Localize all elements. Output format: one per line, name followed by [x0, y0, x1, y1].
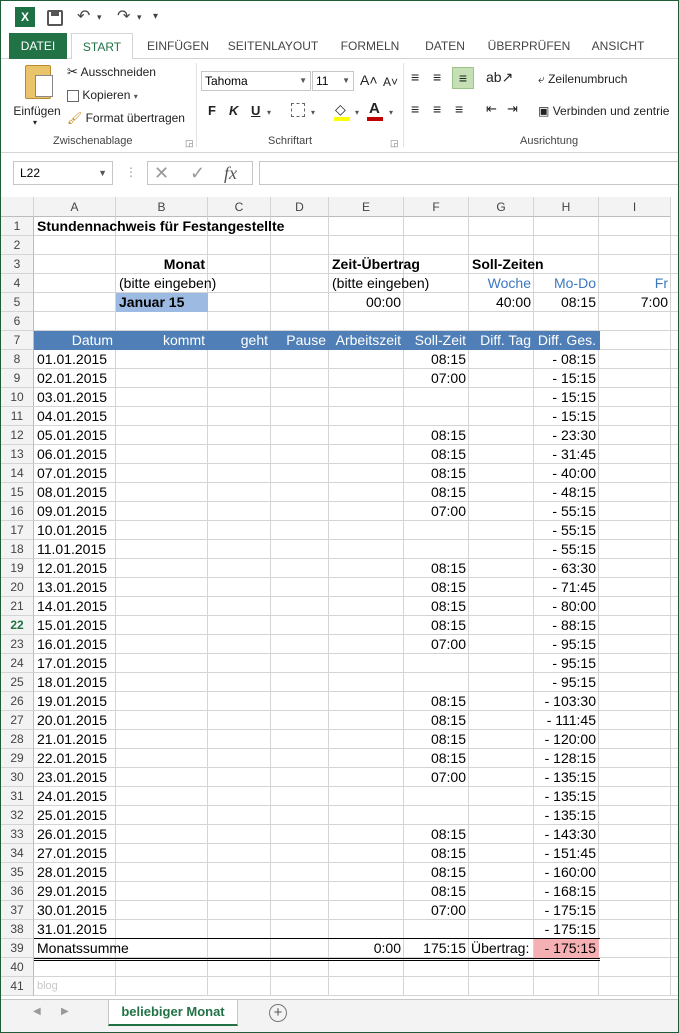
save-icon[interactable]: [47, 10, 63, 26]
date-cell[interactable]: 26.01.2015: [37, 826, 108, 842]
row-header-27[interactable]: 27: [1, 711, 34, 730]
select-all-corner[interactable]: [1, 197, 34, 217]
date-cell[interactable]: 31.01.2015: [37, 921, 108, 937]
uebertrag-value-cell[interactable]: - 175:15: [544, 940, 596, 956]
date-cell[interactable]: 18.01.2015: [37, 674, 108, 690]
date-cell[interactable]: 20.01.2015: [37, 712, 108, 728]
date-cell[interactable]: 09.01.2015: [37, 503, 108, 519]
tab-ueberpruefen[interactable]: ÜBERPRÜFEN: [487, 39, 571, 53]
cut-label: Ausschneiden: [80, 65, 156, 79]
fill-color-dropdown-icon[interactable]: ▾: [355, 108, 360, 117]
soll-zeit-cell[interactable]: [407, 654, 466, 673]
soll-zeit-cell[interactable]: 08:15: [430, 845, 466, 861]
ribbon: [1, 59, 679, 153]
date-cell[interactable]: 30.01.2015: [37, 902, 108, 918]
scissors-icon: ✂: [67, 64, 78, 79]
diff-ges-cell[interactable]: - 88:15: [552, 617, 596, 633]
align-bottom-icon[interactable]: ≡: [452, 67, 474, 89]
diff-ges-cell[interactable]: - 63:30: [552, 560, 596, 576]
row-header-35[interactable]: 35: [1, 863, 34, 882]
font-name-value: Tahoma: [205, 74, 248, 88]
copy-icon: [67, 90, 79, 102]
increase-indent-icon[interactable]: ⇥: [507, 101, 518, 116]
soll-zeit-cell[interactable]: 08:15: [430, 560, 466, 576]
row-header-14[interactable]: 14: [1, 464, 34, 483]
chevron-down-icon: ▼: [299, 76, 307, 85]
zeit-value-cell[interactable]: 00:00: [365, 294, 401, 310]
row-header-28[interactable]: 28: [1, 730, 34, 749]
date-cell[interactable]: 10.01.2015: [37, 522, 108, 538]
row-header-4[interactable]: 4: [1, 274, 34, 293]
tab-formeln[interactable]: FORMELN: [340, 39, 400, 53]
modo-value-cell[interactable]: 08:15: [560, 294, 596, 310]
soll-zeit-cell[interactable]: 08:15: [430, 693, 466, 709]
diff-ges-cell[interactable]: - 95:15: [552, 636, 596, 652]
date-cell[interactable]: 19.01.2015: [37, 693, 108, 709]
diff-ges-cell[interactable]: - 55:15: [552, 522, 596, 538]
paste-sheet-icon: [35, 75, 53, 97]
soll-zeit-cell[interactable]: [407, 787, 466, 806]
soll-zeit-cell[interactable]: [407, 806, 466, 825]
tab-seitenlayout[interactable]: SEITENLAYOUT: [227, 39, 319, 53]
column-title-1[interactable]: kommt: [163, 332, 205, 348]
sheet-tab-bar: [1, 999, 679, 1033]
diff-ges-cell[interactable]: - 48:15: [552, 484, 596, 500]
date-cell[interactable]: 25.01.2015: [37, 807, 108, 823]
ribbon-separator: [403, 63, 404, 147]
formula-input[interactable]: [259, 161, 679, 185]
diff-ges-cell[interactable]: - 15:15: [552, 408, 596, 424]
soll-zeit-cell[interactable]: 08:15: [430, 617, 466, 633]
row-gridline: [34, 995, 679, 996]
paste-dropdown-icon[interactable]: ▾: [33, 118, 38, 127]
paste-label: Einfügen: [13, 104, 61, 118]
group-label-alignment: Ausrichtung: [520, 135, 579, 147]
monat-hint-cell[interactable]: (bitte eingeben): [119, 275, 217, 291]
align-top-icon[interactable]: ≡: [411, 69, 420, 85]
soll-zeit-cell[interactable]: [407, 920, 466, 939]
soll-zeit-cell[interactable]: 08:15: [430, 465, 466, 481]
chevron-down-icon: ▼: [342, 76, 350, 85]
title-cell[interactable]: Stundennachweis für Festangestellte: [37, 218, 285, 234]
grow-font-button[interactable]: A˄: [360, 72, 378, 88]
date-cell[interactable]: 03.01.2015: [37, 389, 108, 405]
borders-dropdown-icon[interactable]: ▾: [311, 108, 316, 117]
date-cell[interactable]: 16.01.2015: [37, 636, 108, 652]
row-header-6[interactable]: 6: [1, 312, 34, 331]
row-header-16[interactable]: 16: [1, 502, 34, 521]
date-cell[interactable]: 12.01.2015: [37, 560, 108, 576]
row-header-40[interactable]: 40: [1, 958, 34, 977]
sheet-next-icon[interactable]: ▶: [61, 1006, 69, 1017]
diff-ges-cell[interactable]: - 175:15: [544, 902, 596, 918]
soll-zeit-cell[interactable]: 07:00: [430, 370, 466, 386]
row-header-11[interactable]: 11: [1, 407, 34, 426]
column-gridline: [670, 217, 671, 996]
date-cell[interactable]: 11.01.2015: [37, 541, 107, 557]
row-header-13[interactable]: 13: [1, 445, 34, 464]
paintbrush-icon: 🖌: [67, 111, 83, 125]
sum-border-bottom: [34, 958, 600, 961]
date-cell[interactable]: 29.01.2015: [37, 883, 108, 899]
formula-bar-grip-icon: ⋮: [125, 165, 137, 179]
italic-button[interactable]: K: [229, 103, 239, 118]
diff-ges-cell[interactable]: - 31:45: [552, 446, 596, 462]
row-header-24[interactable]: 24: [1, 654, 34, 673]
soll-zeit-cell[interactable]: 08:15: [430, 731, 466, 747]
row-header-32[interactable]: 32: [1, 806, 34, 825]
row-header-5[interactable]: 5: [1, 293, 34, 312]
fr-value-cell[interactable]: 7:00: [640, 294, 668, 310]
diff-ges-cell[interactable]: - 15:15: [552, 389, 596, 405]
date-cell[interactable]: 21.01.2015: [37, 731, 108, 747]
soll-zeit-cell[interactable]: 08:15: [430, 864, 466, 880]
tab-einfuegen[interactable]: EINFÜGEN: [146, 39, 209, 53]
title-bar: [1, 1, 679, 33]
add-sheet-icon[interactable]: +: [269, 1004, 287, 1022]
column-title-0[interactable]: Datum: [71, 332, 113, 348]
soll-zeit-cell[interactable]: [407, 540, 466, 559]
date-cell[interactable]: 24.01.2015: [37, 788, 108, 804]
diff-ges-cell[interactable]: - 135:15: [544, 788, 596, 804]
date-cell[interactable]: 07.01.2015: [37, 465, 108, 481]
soll-zeit-cell[interactable]: 08:15: [430, 484, 466, 500]
row-header-12[interactable]: 12: [1, 426, 34, 445]
row-header-29[interactable]: 29: [1, 749, 34, 768]
diff-ges-cell[interactable]: - 135:15: [544, 769, 596, 785]
diff-ges-cell[interactable]: - 135:15: [544, 807, 596, 823]
redo-icon[interactable]: ↷: [117, 8, 131, 25]
format-painter-button[interactable]: [67, 110, 185, 126]
name-box[interactable]: [13, 161, 113, 185]
column-header-i[interactable]: I: [599, 197, 671, 217]
soll-zeit-cell[interactable]: 08:15: [430, 579, 466, 595]
format-painter-label: Format übertragen: [85, 111, 185, 125]
formula-bar: [1, 153, 679, 197]
wrap-text-icon: ⤶: [538, 72, 545, 86]
text-orientation-icon[interactable]: ab↗: [486, 69, 514, 85]
font-size-dropdown[interactable]: [312, 71, 354, 91]
column-title-3[interactable]: Pause: [286, 332, 326, 348]
row-gridline: [34, 976, 679, 977]
copy-label: Kopieren: [82, 88, 131, 102]
enter-icon[interactable]: ✓: [190, 163, 206, 183]
group-label-font: Schriftart: [268, 135, 313, 147]
row-header-20[interactable]: 20: [1, 578, 34, 597]
align-right-icon[interactable]: ≡: [455, 101, 464, 117]
tab-start[interactable]: START: [71, 33, 133, 60]
date-cell[interactable]: 08.01.2015: [37, 484, 108, 500]
row-header-41[interactable]: 41: [1, 977, 34, 996]
soll-zeit-cell[interactable]: 08:15: [430, 883, 466, 899]
date-cell[interactable]: 14.01.2015: [37, 598, 108, 614]
watermark-cell[interactable]: blog: [37, 980, 58, 992]
soll-zeit-cell[interactable]: 08:15: [430, 598, 466, 614]
diff-ges-cell[interactable]: - 128:15: [544, 750, 596, 766]
row-header-30[interactable]: 30: [1, 768, 34, 787]
font-color-dropdown-icon[interactable]: ▾: [389, 108, 394, 117]
soll-zeit-cell[interactable]: 08:15: [430, 446, 466, 462]
row-header-25[interactable]: 25: [1, 673, 34, 692]
row-header-37[interactable]: 37: [1, 901, 34, 920]
diff-ges-cell[interactable]: - 168:15: [544, 883, 596, 899]
date-cell[interactable]: 23.01.2015: [37, 769, 108, 785]
diff-ges-cell[interactable]: - 95:15: [552, 674, 596, 690]
wrap-text-button[interactable]: [538, 71, 627, 87]
bold-button[interactable]: F: [208, 103, 216, 118]
font-size-value: 11: [316, 74, 329, 88]
underline-dropdown-icon[interactable]: ▾: [267, 108, 272, 117]
row-header-18[interactable]: 18: [1, 540, 34, 559]
chevron-down-icon: ▼: [98, 168, 107, 178]
diff-ges-cell[interactable]: - 175:15: [544, 921, 596, 937]
monat-value-cell[interactable]: Januar 15: [119, 294, 185, 310]
column-header-h[interactable]: H: [534, 197, 599, 217]
row-header-23[interactable]: 23: [1, 635, 34, 654]
diff-ges-cell[interactable]: - 143:30: [544, 826, 596, 842]
soll-zeit-cell[interactable]: [407, 673, 466, 692]
soll-zeit-cell[interactable]: 08:15: [430, 712, 466, 728]
column-header-a[interactable]: A: [34, 197, 116, 217]
tab-ansicht[interactable]: ANSICHT: [591, 39, 645, 53]
date-cell[interactable]: 15.01.2015: [37, 617, 108, 633]
column-header-b[interactable]: B: [116, 197, 208, 217]
row-header-7[interactable]: 7: [1, 331, 34, 350]
monatssumme-label-cell[interactable]: Monatssumme: [37, 940, 129, 956]
diff-ges-cell[interactable]: - 71:45: [552, 579, 596, 595]
date-cell[interactable]: 02.01.2015: [37, 370, 108, 386]
uebertrag-label-cell[interactable]: Übertrag:: [471, 940, 530, 956]
diff-ges-cell[interactable]: - 151:45: [544, 845, 596, 861]
column-header-d[interactable]: D: [271, 197, 329, 217]
font-name-dropdown[interactable]: [201, 71, 311, 91]
font-color-swatch: [367, 117, 383, 121]
merge-icon: ▣: [538, 104, 550, 118]
woche-value-cell[interactable]: 40:00: [495, 294, 531, 310]
row-header-22[interactable]: 22: [1, 616, 34, 635]
column-title-4[interactable]: Arbeitszeit: [335, 332, 401, 348]
underline-button[interactable]: U: [251, 103, 261, 118]
row-header-34[interactable]: 34: [1, 844, 34, 863]
date-cell[interactable]: 28.01.2015: [37, 864, 108, 880]
soll-zeit-cell[interactable]: 08:15: [430, 750, 466, 766]
ribbon-separator: [196, 63, 197, 147]
summe-soll-cell[interactable]: 175:15: [423, 940, 466, 956]
align-middle-icon[interactable]: ≡: [433, 69, 442, 85]
soll-zeit-cell[interactable]: 07:00: [430, 503, 466, 519]
diff-ges-cell[interactable]: - 40:00: [552, 465, 596, 481]
soll-zeit-cell[interactable]: 07:00: [430, 769, 466, 785]
row-header-31[interactable]: 31: [1, 787, 34, 806]
diff-ges-cell[interactable]: - 15:15: [552, 370, 596, 386]
woche-label-cell[interactable]: Woche: [487, 275, 531, 291]
group-label-clipboard: Zwischenablage: [53, 135, 133, 147]
row-header-8[interactable]: 8: [1, 350, 34, 369]
zeit-label-cell[interactable]: Zeit-Übertrag: [332, 256, 420, 272]
row-header-26[interactable]: 26: [1, 692, 34, 711]
decrease-indent-icon[interactable]: ⇤: [486, 101, 497, 116]
soll-zeit-cell[interactable]: [407, 407, 466, 426]
modo-label-cell[interactable]: Mo-Do: [553, 275, 596, 291]
column-header-c[interactable]: C: [208, 197, 271, 217]
diff-ges-cell[interactable]: - 95:15: [552, 655, 596, 671]
row-header-36[interactable]: 36: [1, 882, 34, 901]
row-header-10[interactable]: 10: [1, 388, 34, 407]
soll-zeit-cell[interactable]: [407, 521, 466, 540]
ribbon-tabs: [1, 33, 679, 59]
fill-color-icon[interactable]: ◇: [335, 101, 346, 117]
tab-datei[interactable]: DATEI: [9, 33, 67, 59]
diff-ges-cell[interactable]: - 55:15: [552, 541, 596, 557]
column-title-5[interactable]: Soll-Zeit: [414, 332, 466, 348]
diff-ges-cell[interactable]: - 23:30: [552, 427, 596, 443]
font-color-icon[interactable]: A: [369, 100, 380, 117]
align-center-icon[interactable]: ≡: [433, 101, 442, 117]
undo-icon[interactable]: ↶: [77, 8, 91, 25]
cancel-icon[interactable]: ✕: [154, 163, 170, 183]
monat-label-cell[interactable]: Monat: [163, 256, 205, 272]
date-cell[interactable]: 01.01.2015: [37, 351, 108, 367]
date-cell[interactable]: 27.01.2015: [37, 845, 108, 861]
customize-toolbar-icon[interactable]: ▾: [153, 11, 159, 22]
copy-button[interactable]: Kopieren ▾: [67, 87, 138, 105]
merge-center-button[interactable]: [538, 103, 669, 119]
row-header-1[interactable]: 1: [1, 217, 34, 236]
date-cell[interactable]: 22.01.2015: [37, 750, 108, 766]
date-cell[interactable]: 06.01.2015: [37, 446, 108, 462]
soll-zeit-cell[interactable]: [407, 388, 466, 407]
column-header-f[interactable]: F: [404, 197, 469, 217]
column-title-6[interactable]: Diff. Tag: [480, 332, 531, 348]
date-cell[interactable]: 17.01.2015: [37, 655, 108, 671]
font-launcher-icon[interactable]: ◲: [390, 138, 399, 148]
soll-zeit-cell[interactable]: 08:15: [430, 351, 466, 367]
column-header-e[interactable]: E: [329, 197, 404, 217]
insert-function-icon[interactable]: fx: [224, 163, 237, 183]
row-header-19[interactable]: 19: [1, 559, 34, 578]
summe-arbeitszeit-cell[interactable]: 0:00: [373, 940, 401, 956]
row-header-3[interactable]: 3: [1, 255, 34, 274]
cut-button[interactable]: [67, 64, 156, 80]
diff-ges-cell[interactable]: - 120:00: [544, 731, 596, 747]
diff-ges-cell[interactable]: - 160:00: [544, 864, 596, 880]
column-title-7[interactable]: Diff. Ges.: [537, 332, 596, 348]
zeit-hint-cell[interactable]: (bitte eingeben): [332, 275, 430, 291]
sheet-tab-beliebiger-monat[interactable]: beliebiger Monat: [108, 1000, 238, 1026]
clipboard-launcher-icon[interactable]: ◲: [185, 138, 194, 148]
row-header-9[interactable]: 9: [1, 369, 34, 388]
undo-dropdown-icon[interactable]: ▾: [97, 12, 102, 22]
redo-dropdown-icon[interactable]: ▾: [137, 12, 142, 22]
diff-ges-cell[interactable]: - 103:30: [544, 693, 596, 709]
diff-ges-cell[interactable]: - 80:00: [552, 598, 596, 614]
tab-daten[interactable]: DATEN: [425, 39, 465, 53]
diff-ges-cell[interactable]: - 55:15: [552, 503, 596, 519]
fill-color-swatch: [334, 117, 350, 121]
row-header-15[interactable]: 15: [1, 483, 34, 502]
row-header-2[interactable]: 2: [1, 236, 34, 255]
shrink-font-button[interactable]: A˅: [383, 75, 399, 89]
merge-label: Verbinden und zentrie: [552, 104, 670, 118]
soll-label-cell[interactable]: Soll-Zeiten: [472, 256, 544, 272]
soll-zeit-cell[interactable]: 07:00: [430, 636, 466, 652]
sheet-prev-icon[interactable]: ◀: [33, 1006, 41, 1017]
fr-label-cell[interactable]: Fr: [654, 275, 668, 291]
diff-ges-cell[interactable]: - 111:45: [546, 712, 596, 728]
diff-ges-cell[interactable]: - 08:15: [552, 351, 596, 367]
date-cell[interactable]: 13.01.2015: [37, 579, 108, 595]
soll-zeit-cell[interactable]: 07:00: [430, 902, 466, 918]
soll-zeit-cell[interactable]: 08:15: [430, 427, 466, 443]
date-cell[interactable]: 05.01.2015: [37, 427, 108, 443]
row-header-39[interactable]: 39: [1, 939, 34, 958]
date-cell[interactable]: 04.01.2015: [37, 408, 108, 424]
align-left-icon[interactable]: ≡: [411, 101, 420, 117]
formula-buttons: [147, 161, 253, 185]
excel-logo-icon: X: [15, 7, 35, 27]
row-header-17[interactable]: 17: [1, 521, 34, 540]
row-header-21[interactable]: 21: [1, 597, 34, 616]
column-header-g[interactable]: G: [469, 197, 534, 217]
column-title-2[interactable]: geht: [240, 332, 268, 348]
row-header-38[interactable]: 38: [1, 920, 34, 939]
wrap-text-label: Zeilenumbruch: [548, 72, 628, 86]
soll-zeit-cell[interactable]: 08:15: [430, 826, 466, 842]
borders-icon[interactable]: [291, 103, 305, 117]
name-box-value: L22: [20, 166, 41, 180]
worksheet-grid[interactable]: [1, 197, 679, 999]
row-header-33[interactable]: 33: [1, 825, 34, 844]
